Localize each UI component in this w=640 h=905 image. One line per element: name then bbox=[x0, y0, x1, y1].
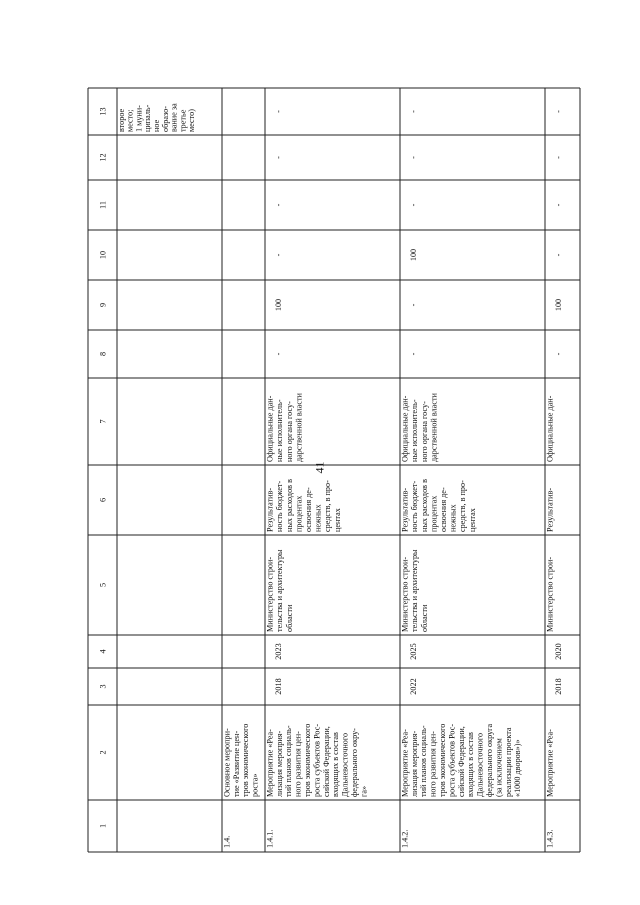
row-1-4--name: роста» bbox=[250, 773, 260, 797]
continuation-text: 1 муни- bbox=[134, 105, 144, 132]
row-1-4-2--source: ного органа госу- bbox=[419, 401, 429, 462]
row-1-4--name: тров экономического bbox=[241, 723, 251, 797]
row-1-4--name: Основное меропри- bbox=[222, 728, 232, 797]
table-cells bbox=[99, 103, 564, 848]
row-1-4-1--source: ные исполнитель- bbox=[275, 399, 285, 462]
row-1-4-1--result: освоения де- bbox=[304, 487, 313, 532]
continuation-text: вание за bbox=[169, 103, 179, 132]
row-1-4-3--value-9: 100 bbox=[554, 298, 563, 312]
row-1-4-1--name: Мероприятие «Реа- bbox=[265, 729, 275, 797]
row-1-4-2--name: «1000 дворов»)» bbox=[513, 739, 523, 797]
row-1-4-3--result: Результатив- bbox=[545, 487, 555, 532]
row-1-4-1--source: Официальные дан- bbox=[265, 395, 275, 462]
row-1-4-1--value-11: - bbox=[274, 203, 283, 207]
header-cell-3: 3 bbox=[98, 684, 108, 689]
row-1-4-2--executor: области bbox=[419, 604, 429, 632]
row-1-4-1--name: сийской Федерации, bbox=[321, 726, 331, 797]
row-1-4-3--name: Мероприятие «Реа- bbox=[545, 729, 555, 797]
row-1-4-2--value-9: - bbox=[409, 303, 418, 307]
row-1-4-1--name: га» bbox=[359, 785, 369, 797]
row-1-4-3--value-12: - bbox=[554, 156, 563, 159]
row-1-4-2--result: центах bbox=[467, 508, 477, 532]
row-1-4-2--name: роста субъектов Рос- bbox=[447, 723, 457, 797]
row-1-4-1--result: средств, в про- bbox=[323, 480, 333, 532]
row-1-4-2--name: федерального округа bbox=[485, 723, 494, 797]
row-1-4--number: 1.4. bbox=[222, 835, 232, 848]
row-1-4-2--result: ных расходов в bbox=[419, 479, 429, 532]
row-1-4-2--result: Результатив- bbox=[400, 487, 410, 532]
row-1-4-1--value-13: - bbox=[274, 110, 283, 113]
row-1-4-1--value-10: - bbox=[274, 253, 283, 257]
row-1-4-1--name: роста субъектов Рос- bbox=[312, 723, 322, 797]
row-1-4-1--result: центах bbox=[332, 508, 342, 532]
header-cell-8: 8 bbox=[98, 351, 108, 357]
row-1-4-2--source: Официальные дан- bbox=[400, 395, 410, 462]
row-1-4-1--name: входящих в состав bbox=[331, 732, 341, 797]
continuation-text: образо- bbox=[160, 106, 170, 132]
row-1-4-2--name: лизация мероприя- bbox=[409, 730, 419, 797]
row-1-4-1--number: 1.4.1. bbox=[265, 829, 275, 848]
row-1-4-2--end-year: 2025 bbox=[409, 643, 418, 660]
row-1-4-3--start-year: 2018 bbox=[554, 678, 563, 695]
row-1-4-2--value-11: - bbox=[409, 203, 418, 207]
row-1-4-2--name: Дальневосточного bbox=[475, 732, 485, 797]
row-1-4-2--result: нежных bbox=[448, 504, 458, 532]
header-cell-9: 9 bbox=[98, 302, 108, 308]
row-1-4-1--value-12: - bbox=[274, 156, 283, 159]
row-1-4-3--number: 1.4.3. bbox=[545, 829, 555, 848]
continuation-text: ципаль- bbox=[143, 104, 153, 132]
row-1-4-2--value-13: - bbox=[409, 110, 418, 113]
row-1-4--name: тие «Развитие цен- bbox=[231, 730, 241, 797]
continuation-text: второе bbox=[116, 108, 126, 132]
row-1-4-2--result: средств, в про- bbox=[458, 480, 468, 532]
row-1-4-3--value-8: - bbox=[554, 352, 563, 356]
row-1-4-2--start-year: 2022 bbox=[409, 678, 418, 695]
header-cell-7: 7 bbox=[98, 419, 108, 424]
row-1-4-1--start-year: 2018 bbox=[274, 678, 283, 695]
row-1-4-2--name: тров экономического bbox=[438, 723, 447, 797]
row-1-4-2--result: освоения де- bbox=[439, 487, 448, 532]
row-1-4-2--value-12: - bbox=[409, 156, 418, 159]
row-1-4-1--result: процентах bbox=[294, 495, 304, 532]
row-1-4-3--value-10: - bbox=[554, 253, 563, 257]
row-1-4-2--name: ного развития цен- bbox=[428, 731, 438, 797]
header-cell-5: 5 bbox=[98, 582, 108, 588]
row-1-4-1--executor: области bbox=[284, 604, 294, 632]
row-1-4-1--name: лизация мероприя- bbox=[274, 730, 284, 797]
row-1-4-2--name: сийской Федерации, bbox=[456, 726, 466, 797]
page-number: 41 bbox=[312, 461, 327, 474]
continuation-text: место) bbox=[187, 109, 197, 132]
row-1-4-2--number: 1.4.2. bbox=[400, 829, 410, 848]
row-1-4-3--value-11: - bbox=[554, 203, 563, 207]
row-1-4-2--name: Мероприятие «Реа- bbox=[400, 729, 410, 797]
row-1-4-1--result: ных расходов в bbox=[284, 479, 294, 532]
row-1-4-2--result: процентах bbox=[429, 495, 439, 532]
header-cell-10: 10 bbox=[98, 250, 108, 260]
row-1-4-1--value-8: - bbox=[274, 352, 283, 356]
row-1-4-1--source: ного органа госу- bbox=[284, 401, 294, 462]
row-1-4-2--executor: Министерство строи- bbox=[400, 556, 410, 632]
row-1-4-1--result: ность бюджет- bbox=[275, 480, 285, 532]
row-1-4-3--end-year: 2020 bbox=[554, 643, 563, 660]
header-cell-11: 11 bbox=[98, 201, 108, 209]
row-1-4-2--value-8: - bbox=[409, 352, 418, 356]
row-1-4-1--name: Дальневосточного bbox=[340, 732, 350, 797]
continuation-text: ное bbox=[152, 119, 161, 132]
continuation-text: место; bbox=[125, 109, 135, 132]
row-1-4-2--value-10: 100 bbox=[409, 248, 418, 262]
row-1-4-1--name: ного развития цен- bbox=[293, 731, 303, 797]
row-1-4-2--name: тий планов социаль- bbox=[419, 725, 429, 797]
header-cell-2: 2 bbox=[98, 750, 108, 755]
row-1-4-2--source: дарственной власти bbox=[429, 393, 439, 462]
row-1-4-1--name: тий планов социаль- bbox=[284, 725, 294, 797]
row-1-4-2--source: ные исполнитель- bbox=[410, 399, 420, 462]
row-1-4-2--result: ность бюджет- bbox=[410, 480, 420, 532]
header-cell-12: 12 bbox=[98, 153, 108, 162]
continuation-text: третье bbox=[178, 109, 188, 132]
row-1-4-1--name: тров экономического bbox=[303, 723, 312, 797]
row-1-4-3--value-13: - bbox=[554, 110, 563, 113]
row-1-4-1--value-9: 100 bbox=[274, 298, 283, 312]
header-cell-1: 1 bbox=[98, 823, 108, 829]
row-1-4-3--executor: Министерство строи- bbox=[545, 556, 555, 632]
row-1-4-1--source: дарственной власти bbox=[294, 393, 304, 462]
row-1-4-1--result: Результатив- bbox=[265, 487, 275, 532]
row-1-4-2--name: реализации проекта bbox=[503, 727, 513, 797]
row-1-4-2--executor: тельства и архитектуры bbox=[410, 549, 420, 632]
row-1-4-2--name: (за исключением bbox=[494, 738, 504, 797]
row-1-4-1--executor: Министерство строи- bbox=[265, 556, 275, 632]
row-1-4-3--source: Официальные дан- bbox=[545, 395, 555, 462]
row-1-4-1--name: федерального окру- bbox=[350, 728, 359, 797]
row-1-4-1--end-year: 2023 bbox=[274, 643, 283, 660]
header-cell-13: 13 bbox=[98, 107, 108, 116]
row-1-4-1--result: нежных bbox=[313, 504, 323, 532]
header-cell-6: 6 bbox=[98, 497, 108, 503]
row-1-4-2--name: входящих в состав bbox=[466, 732, 476, 797]
row-1-4-1--executor: тельства и архитектуры bbox=[275, 549, 285, 632]
header-cell-4: 4 bbox=[98, 649, 108, 654]
